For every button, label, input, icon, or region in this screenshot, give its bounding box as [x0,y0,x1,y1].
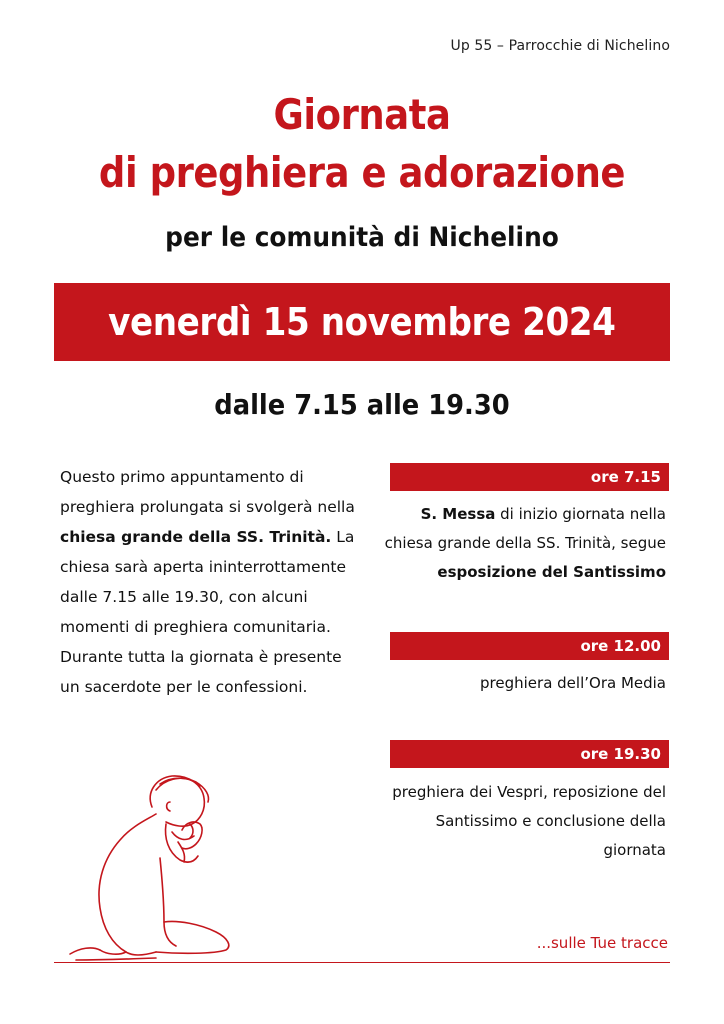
description-text-1: Questo primo appuntamento di preghiera prolungata si svolgerà nella [60,468,355,516]
schedule-item-3: preghiera dei Vespri, reposizione del Santissimo e conclusione della giornata [392,783,666,859]
schedule-item-2: preghiera dell’Ora Media [480,674,666,692]
subtitle: per le comunità di Nichelino [165,222,559,253]
footer-divider [54,962,670,963]
schedule-time-3: ore 19.30 [390,740,669,768]
schedule-item-1 [370,500,666,587]
praying-figure-illustration [60,762,280,967]
schedule-item-1-text: di inizio giornata nella chiesa grande della SS. Trinità, segue [384,505,666,552]
event-description [60,462,360,702]
footer-tagline: ...sulle Tue tracce [536,934,668,952]
schedule-mass: S. Messa [420,505,496,523]
schedule-exposition: esposizione del Santissimo [437,563,666,581]
schedule-time-1: ore 7.15 [390,463,669,491]
description-text-2: La chiesa sarà aperta ininterrottamente dalle 7.15 alle 19.30, con alcuni momenti di preghiera comunitaria. Durante tutta la giornata è presente un sacerdote per le confessioni. [60,528,355,696]
date-banner [54,283,670,361]
organization-label: Up 55 – Parrocchie di Nichelino [450,38,670,54]
event-date: venerdì 15 novembre 2024 [108,300,616,344]
schedule-time-2: ore 12.00 [390,632,669,660]
title-line-1: Giornata [273,90,451,139]
description-church: chiesa grande della SS. Trinità. [60,528,332,546]
event-hours: dalle 7.15 alle 19.30 [214,388,510,421]
title-line-2: di preghiera e adorazione [98,148,626,197]
